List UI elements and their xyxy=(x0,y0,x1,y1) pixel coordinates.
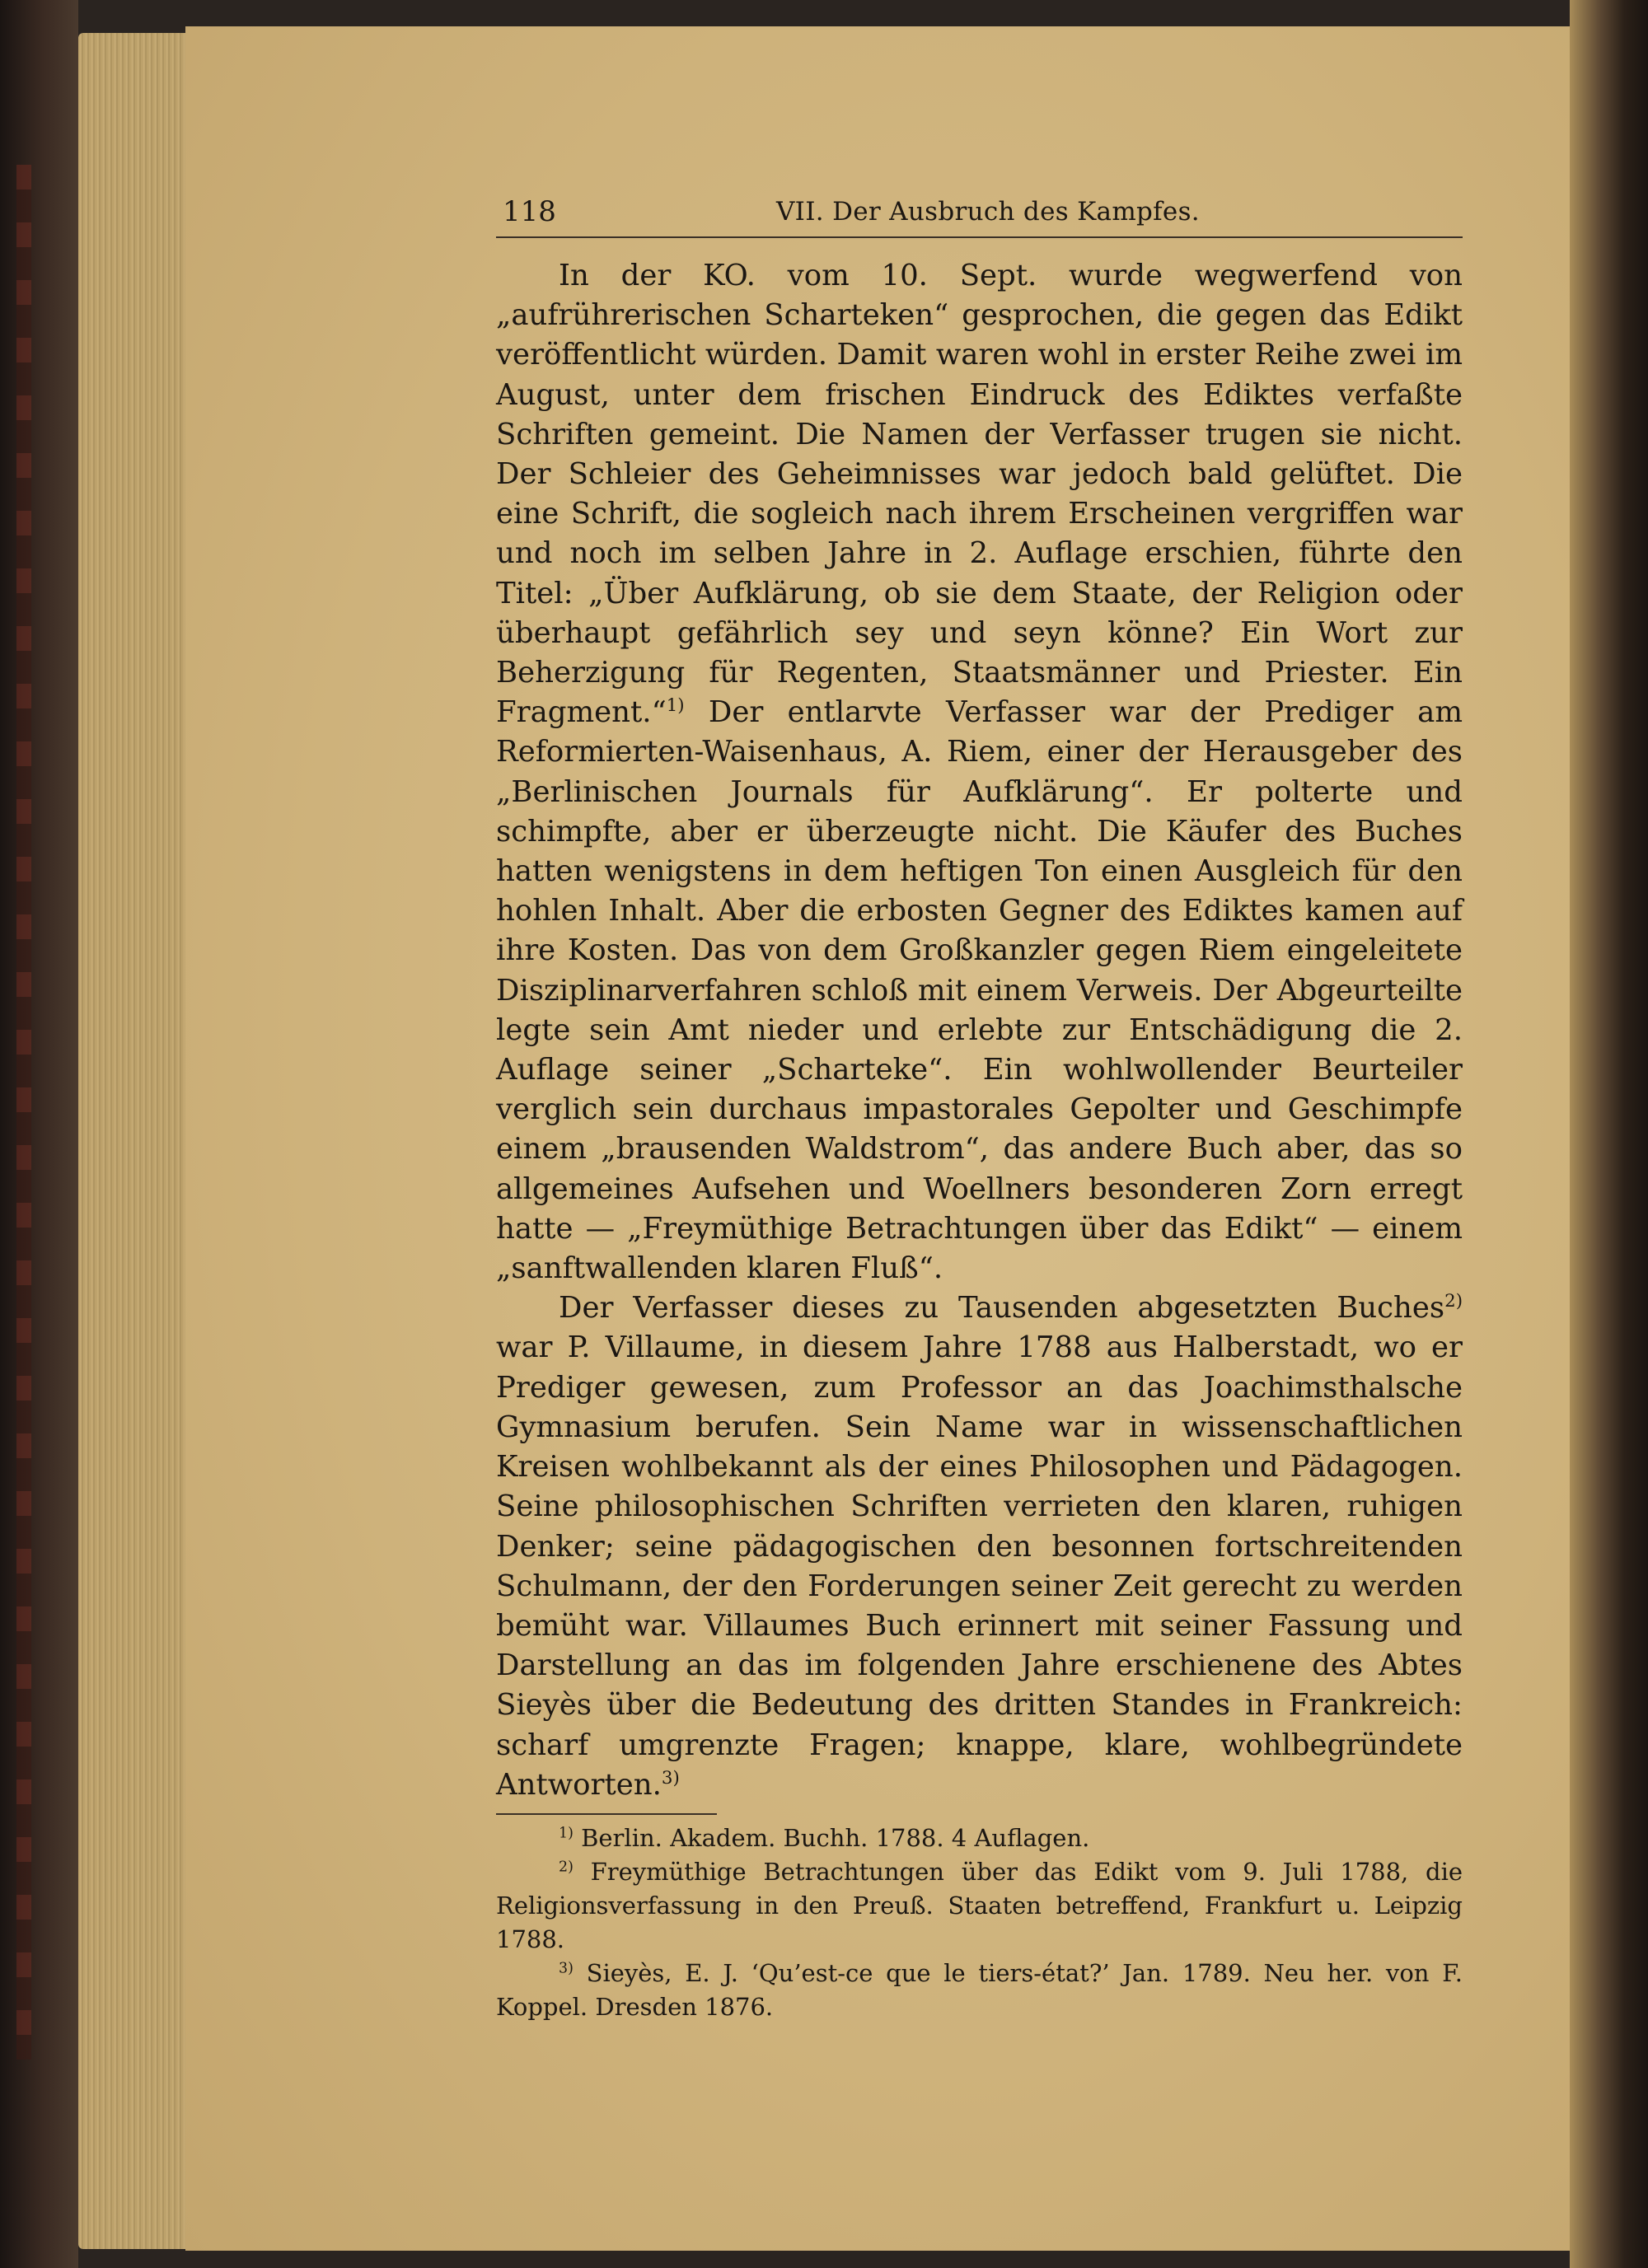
paragraph-1 xyxy=(496,256,1463,1288)
page-content xyxy=(496,185,1463,2024)
paragraph-1-text: In der KO. vom 10. Sept. wurde wegwerfend von „aufrührerischen Scharteken“ gesprochen, die gegen das Edikt veröffentlicht würden. Damit waren wohl in erster Reihe zwei im August, unter dem frischen Eindruck des Ediktes verfaßte Schriften gemeint. Die Namen der Verfasser trugen sie nicht. Der Schleier des Geheimnisses war jedoch bald gelüftet. Die eine Schrift, die sogleich nach ihrem Erscheinen vergriffen war und noch im selben Jahre in 2. Auflage erschien, führte den Titel: „Über Aufklärung, ob sie dem Staate, der Religion oder überhaupt gefährlich sey und seyn könne? Ein Wort zur Beherzigung für Regenten, Staatsmänner und Priester. Ein Fragment.“ xyxy=(496,259,1463,730)
footnote-ref-2: 2) xyxy=(1444,1291,1463,1312)
footnote-3-marker: 3) xyxy=(559,1960,574,1977)
footnote-1-text: Berlin. Akadem. Buchh. 1788. 4 Auflagen. xyxy=(573,1823,1090,1852)
paragraph-2-text: Der Verfasser dieses zu Tausenden abgesetzten Buches xyxy=(559,1291,1445,1326)
footnote-3 xyxy=(496,1957,1463,2024)
footnote-2 xyxy=(496,1855,1463,1957)
footnote-1 xyxy=(496,1821,1463,1855)
page-stack-edge xyxy=(78,33,194,2249)
chapter-title: VII. Der Ausbruch des Kampfes. xyxy=(776,197,1200,227)
footnote-2-marker: 2) xyxy=(559,1859,574,1876)
paragraph-2 xyxy=(496,1288,1463,1805)
body-text xyxy=(496,256,1463,1805)
page-number: 118 xyxy=(503,195,556,228)
running-head xyxy=(496,185,1463,238)
footnotes xyxy=(496,1821,1463,2024)
footnote-1-marker: 1) xyxy=(559,1825,574,1842)
book-gutter xyxy=(1570,0,1648,2268)
paragraph-2-text-continued: war P. Villaume, in diesem Jahre 1788 aus Halberstadt, wo er Prediger gewesen, zum Professor an das Joachimsthalsche Gymnasium berufen. Sein Name war in wissenschaftlichen Kreisen wohlbekannt als der eines Philosophen und Pädagogen. Seine philosophischen Schriften verrieten den klaren, ruhigen Denker; seine pädagogischen den besonnen fortschreitenden Schulmann, der den Forderungen seiner Zeit gerecht zu werden bemüht war. Villaumes Buch erinnert mit seiner Fassung und Darstellung an das im folgenden Jahre erschienene des Abtes Sieyès über die Bedeutung des dritten Standes in Frankreich: scharf umgrenzte Fragen; knappe, klare, wohlbegründete Antworten. xyxy=(496,1330,1463,1802)
book-cover-edge xyxy=(0,0,78,2268)
footnote-2-text: Freymüthige Betrachtungen über das Edikt vom 9. Juli 1788, die Religionsverfassung in den Preuß. Staaten betreffend, Frankfurt u. Leipzig 1788. xyxy=(496,1857,1463,1953)
footnote-rule xyxy=(496,1813,717,1815)
footnote-ref-3: 3) xyxy=(661,1767,680,1789)
footnote-3-text: Sieyès, E. J. ‘Qu’est-ce que le tiers-état?’ Jan. 1789. Neu her. von F. Koppel. Dresden 1876. xyxy=(496,1958,1463,2021)
paragraph-1-text-continued: Der entlarvte Verfasser war der Prediger am Reformierten-Waisenhaus, A. Riem, einer der Herausgeber des „Berlinischen Journals für Aufklärung“. Er polterte und schimpfte, aber er überzeugte nicht. Die Käufer des Buches hatten wenigstens in dem heftigen Ton einen Ausgleich für den hohlen Inhalt. Aber die erbosten Gegner des Ediktes kamen auf ihre Kosten. Das von dem Großkanzler gegen Riem eingeleitete Disziplinarverfahren schloß mit einem Verweis. Der Abgeurteilte legte sein Amt nieder und erlebte zur Entschädigung die 2. Auflage seiner „Scharteke“. Ein wohlwollender Beurteiler verglich sein durchaus impastorales Gepolter und Geschimpfe einem „brausenden Waldstrom“, das andere Buch aber, das so allgemeines Aufsehen und Woellners besonderen Zorn erregt hatte — „Freymüthige Betrachtungen über das Edikt“ — einem „sanftwallenden klaren Fluß“. xyxy=(496,695,1463,1286)
footnote-ref-1: 1) xyxy=(666,695,685,717)
